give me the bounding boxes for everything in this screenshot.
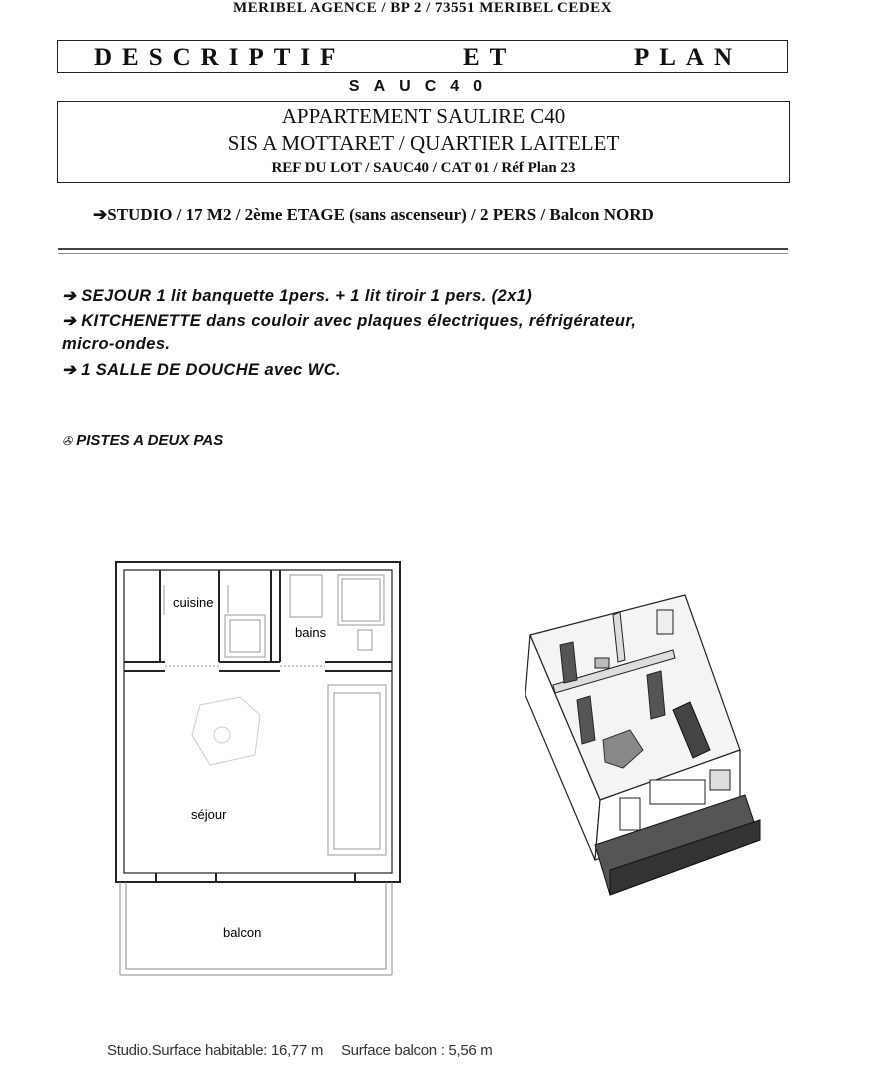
apartment-location: SIS A MOTTARET / QUARTIER LAITELET — [227, 131, 620, 155]
right-arrow-icon: ➔ — [62, 312, 82, 330]
studio-summary-text: STUDIO / 17 M2 / 2ème ETAGE (sans ascenseur) / 2 PERS / Balcon NORD — [107, 205, 654, 224]
title-word-3: PLAN — [633, 44, 742, 71]
pistes-note — [62, 432, 223, 449]
plan-label-cuisine: cuisine — [173, 595, 214, 610]
feature-sejour — [62, 286, 532, 306]
surface-habitable: Studio.Surface habitable: 16,77 m — [107, 1042, 324, 1059]
divider-thin — [58, 253, 788, 254]
lot-code: SAUC40 — [348, 78, 497, 95]
plan-label-bains: bains — [295, 625, 327, 640]
feature-bath-text: 1 SALLE DE DOUCHE avec WC. — [81, 361, 342, 379]
feature-kitchen-cont: micro-ondes. — [62, 335, 171, 353]
feature-kitchen-text: KITCHENETTE dans couloir avec plaques électriques, réfrigérateur, — [81, 312, 637, 330]
title-word-2: ET — [463, 44, 517, 71]
plan-label-sejour: séjour — [191, 807, 227, 822]
feature-kitchen — [62, 311, 787, 331]
pistes-text: PISTES A DEUX PAS — [76, 432, 224, 449]
agency-address: MERIBEL AGENCE / BP 2 / 73551 MERIBEL CEDEX — [232, 0, 613, 16]
divider — [58, 248, 788, 250]
right-arrow-icon: ➔ — [62, 287, 82, 305]
feature-bath — [62, 360, 341, 380]
lot-reference: REF DU LOT / SAUC40 / CAT 01 / Réf Plan 23 — [271, 160, 576, 176]
right-arrow-icon: ➔ — [62, 361, 82, 379]
isometric-view — [525, 590, 770, 905]
plan-label-balcon: balcon — [223, 925, 262, 940]
title-word-1: DESCRIPTIF — [94, 44, 346, 71]
apartment-name: APPARTEMENT SAULIRE C40 — [281, 104, 566, 128]
studio-summary — [93, 205, 654, 225]
floor-plan — [110, 555, 410, 985]
right-arrow-icon: ➔ — [93, 205, 108, 224]
surface-balcon: Surface balcon : 5,56 m — [340, 1042, 493, 1059]
page-title — [57, 41, 788, 74]
feature-sejour-text: SEJOUR 1 lit banquette 1pers. + 1 lit tiroir 1 pers. (2x1) — [81, 287, 533, 305]
surface-info — [107, 1042, 507, 1059]
ski-icon: ✇ — [62, 434, 73, 448]
